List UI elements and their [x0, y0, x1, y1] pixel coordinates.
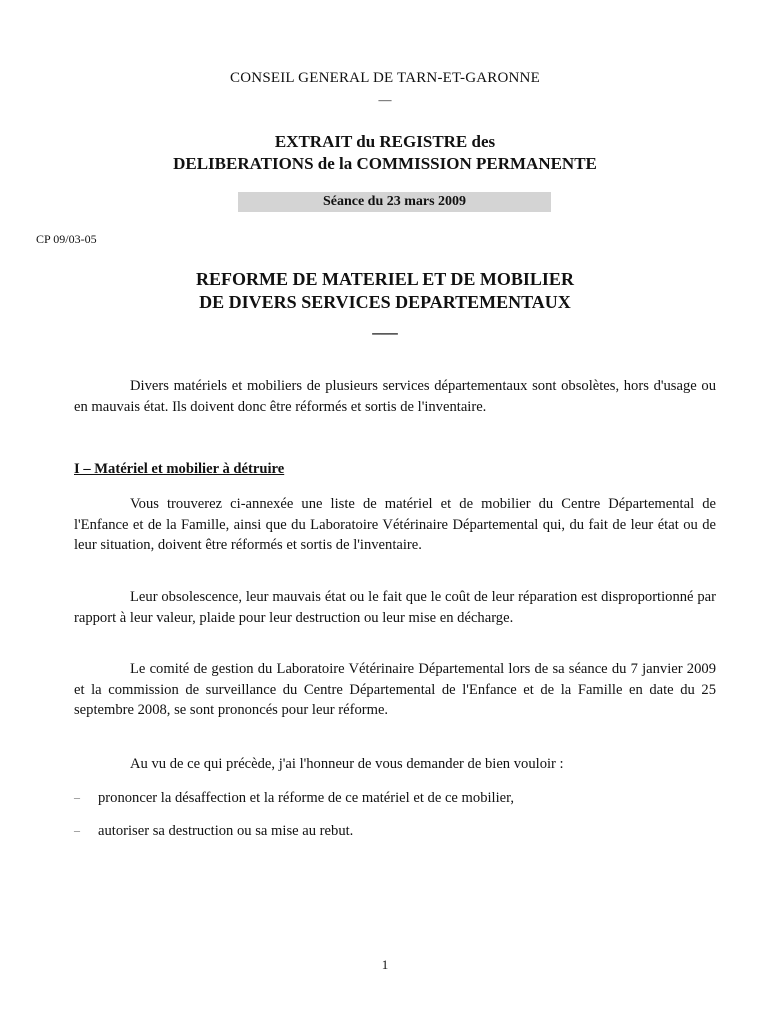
- list-item-text: prononcer la désaffection et la réforme de ce matériel et de ce mobilier,: [98, 790, 515, 806]
- deliberation-reference: CP 09/03-05: [36, 232, 97, 246]
- subject-underline: ___: [372, 317, 398, 336]
- header-separator: —: [378, 92, 392, 107]
- paragraph-list-annex: Vous trouverez ci-annexée une liste de matériel et de mobilier du Centre Départemental de l'Enfance et de la Famille, ainsi que du Laboratoire Vétérinaire Départemental qui, du fait de leur état ou de leur situation, doivent être réformés et sortis de l'inventaire.: [74, 496, 716, 553]
- intro-paragraph: Divers matériels et mobiliers de plusieurs services départementaux sont obsolètes, hors d'usage ou en mauvais état. Ils doivent donc être réformés et sortis de l'inventaire.: [74, 378, 716, 415]
- extract-title: [0, 131, 770, 175]
- section-heading: I – Matériel et mobilier à détruire: [74, 461, 285, 477]
- paragraph-committee: Le comité de gestion du Laboratoire Vétérinaire Départemental lors de sa séance du 7 janvier 2009 et la commission de surveillance du Centre Départemental de l'Enfance et de la Famille en date du 25 septembre 2008, se sont prononcés pour leur réforme.: [74, 661, 716, 718]
- subject-title: [0, 268, 770, 314]
- seance-date-banner: Séance du 23 mars 2009: [238, 192, 551, 212]
- subject-line2: DE DIVERS SERVICES DEPARTEMENTAUX: [199, 292, 571, 312]
- page-number: 1: [381, 957, 389, 972]
- council-name: CONSEIL GENERAL DE TARN-ET-GARONNE: [230, 70, 540, 86]
- list-item-text: autoriser sa destruction ou sa mise au rebut.: [98, 823, 354, 839]
- subject-line1: REFORME DE MATERIEL ET DE MOBILIER: [196, 269, 574, 289]
- bullet-dash-icon: –: [74, 823, 80, 837]
- extract-title-line1: EXTRAIT du REGISTRE des: [274, 132, 496, 151]
- paragraph-request: Au vu de ce qui précède, j'ai l'honneur de vous demander de bien vouloir :: [130, 756, 564, 772]
- paragraph-obsolescence: Leur obsolescence, leur mauvais état ou le fait que le coût de leur réparation est disproportionné par rapport à leur valeur, plaide pour leur destruction ou leur mise en décharge.: [74, 589, 716, 626]
- extract-title-line2: DELIBERATIONS de la COMMISSION PERMANENTE: [173, 154, 597, 173]
- bullet-dash-icon: –: [74, 790, 80, 804]
